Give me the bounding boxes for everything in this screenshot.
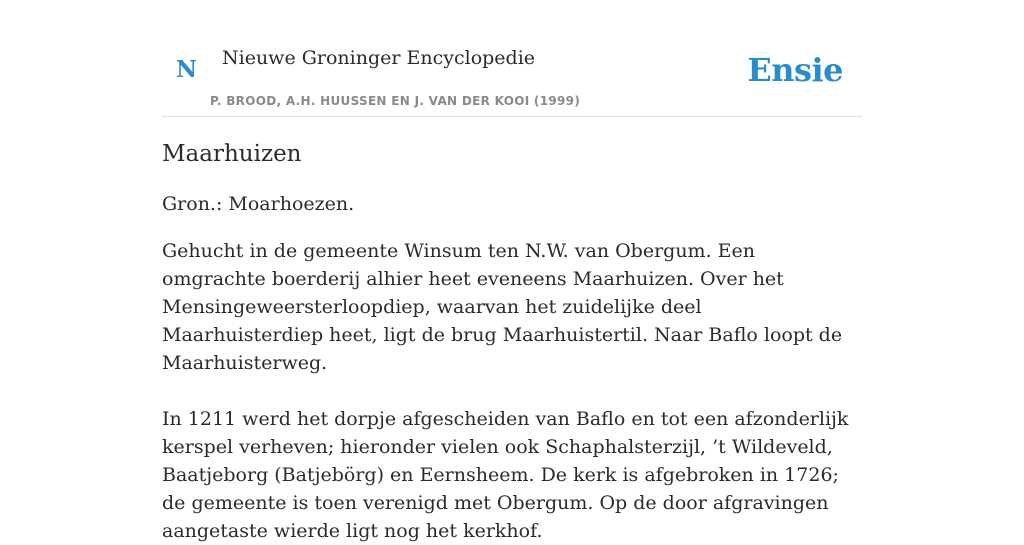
entry-title: Maarhuizen (162, 141, 302, 167)
book-title-link[interactable]: Nieuwe Groninger Encyclopedie (222, 47, 536, 69)
entry-content (162, 138, 862, 545)
header (162, 0, 862, 117)
book-authors: P. BROOD, A.H. HUUSSEN EN J. VAN DER KOOI (1999) (210, 94, 581, 108)
entry-paragraph: Gehucht in de gemeente Winsum ten N.W. van Obergum. Een omgrachte boerderij alhier heet eveneens Maarhuizen. Over het Mensingeweersterloopdiep, waarvan het zuidelijke deel Maarhuisterdiep heet, ligt de brug Maarhuistertil. Naar Baflo loopt de Maarhuisterweg. (162, 240, 843, 374)
dialect-name: Gron.: Moarhoezen. (162, 193, 355, 215)
entry-paragraph: In 1211 werd het dorpje afgescheiden van Baflo en tot een afzonderlijk kerspel verheven; hieronder vielen ook Schaphalsterzijl, ’t Wildeveld, Baatjeborg (Batjebörg) en Eernsheem. De kerk is afgebroken in 1726; de gemeente is toen verenigd met Obergum. Op de door afgravingen aangetaste wierde ligt nog het kerkhof. (162, 408, 849, 542)
book-logo-icon[interactable]: N (176, 56, 198, 83)
ensie-logo-link[interactable]: Ensie (747, 51, 843, 89)
